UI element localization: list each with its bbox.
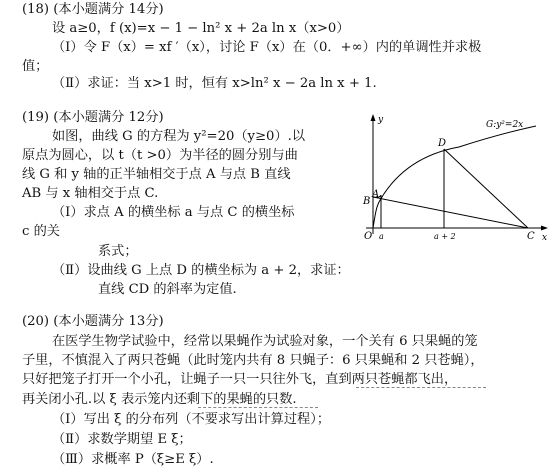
x-axis-arrow-icon	[541, 226, 548, 231]
problem-19-line-8: （Ⅱ）设曲线 G 上点 D 的横坐标为 a + 2，求证：	[52, 263, 350, 278]
point-a-label: A	[372, 189, 380, 200]
dashed-underline-2	[198, 407, 318, 408]
problem-19-line-4: AB 与 x 轴相交于点 C.	[22, 186, 159, 201]
problem-19-line-1: 如图，曲线 G 的方程为 y²=20（y≥0）.以	[52, 129, 306, 144]
origin-label: O	[364, 231, 373, 242]
y-axis-label: y	[378, 115, 384, 125]
problem-19-line-7: 系式；	[98, 244, 138, 259]
problem-18-header: (18) (本小题满分 14分)	[22, 2, 164, 17]
problem-20-line-7: （Ⅲ）求概率 P（ξ≥E ξ）.	[52, 452, 214, 467]
tick-a-label: a	[379, 232, 384, 241]
dashed-underline	[356, 387, 486, 388]
problem-20-header: (20) (本小题满分 13分)	[22, 314, 164, 329]
problem-20-line-1: 在医学生物学试验中，经常以果蝇作为试验对象，一个关有 6 只果蝇的笼	[52, 334, 478, 349]
problem-18-line-4: （Ⅱ）求证：当 x>1 时，恒有 x>ln² x − 2a ln x + 1.	[52, 76, 377, 91]
problem-20-line-2: 子里，不慎混入了两只苍蝇（此时笼内共有 8 只蝇子：6 只果蝇和 2 只苍蝇），	[22, 353, 484, 368]
problem-18-line-2: （Ⅰ）令 F（x）= xf ′（x），讨论 F（x）在（0．+∞）内的单调性并求极	[52, 40, 482, 55]
problem-20-line-6: （Ⅱ）求数学期望 E ξ；	[52, 432, 192, 447]
problem-18-line-3: 值；	[22, 59, 49, 74]
problem-19-header: (19) (本小题满分 12分)	[22, 110, 164, 125]
problem-20-line-5: （Ⅰ）写出 ξ 的分布列（不要求写出计算过程）；	[52, 412, 331, 427]
problem-19-figure	[364, 112, 549, 244]
problem-19-line-5: （Ⅰ）求点 A 的横坐标 a 与点 C 的横坐标	[52, 205, 295, 220]
y-axis-arrow-icon	[371, 114, 376, 121]
curve-g-label: G:y²=2x	[486, 120, 524, 130]
problem-19-line-2: 原点为圆心，以 t（t >0）为半径的圆分别与曲	[22, 148, 298, 163]
problem-19-line-6: c 的关	[22, 224, 60, 239]
point-d-label: D	[438, 138, 447, 149]
tick-a2-label: a + 2	[434, 232, 456, 241]
point-c-label: C	[527, 231, 535, 242]
x-axis-label: x	[542, 233, 548, 243]
problem-19-line-3: 线 G 和 y 轴的正半轴相交于点 A 与点 B 直线	[22, 167, 291, 182]
point-b-label: B	[363, 196, 371, 207]
problem-20-line-4: 再关闭小孔.以 ξ 表示笼内还剩下的果蝇的只数.	[22, 392, 297, 407]
problem-19-line-9: 直线 CD 的斜率为定值.	[98, 282, 237, 297]
problem-18-line-1: 设 a≥0，f (x)=x − 1 − ln² x + 2a ln x（x>0）	[52, 21, 350, 36]
line-bc	[373, 197, 528, 228]
line-dc	[444, 149, 528, 228]
problem-20-line-3: 只好把笼子打开一个小孔，让蝇子一只一只往外飞，直到两只苍蝇都飞出，	[22, 372, 458, 387]
